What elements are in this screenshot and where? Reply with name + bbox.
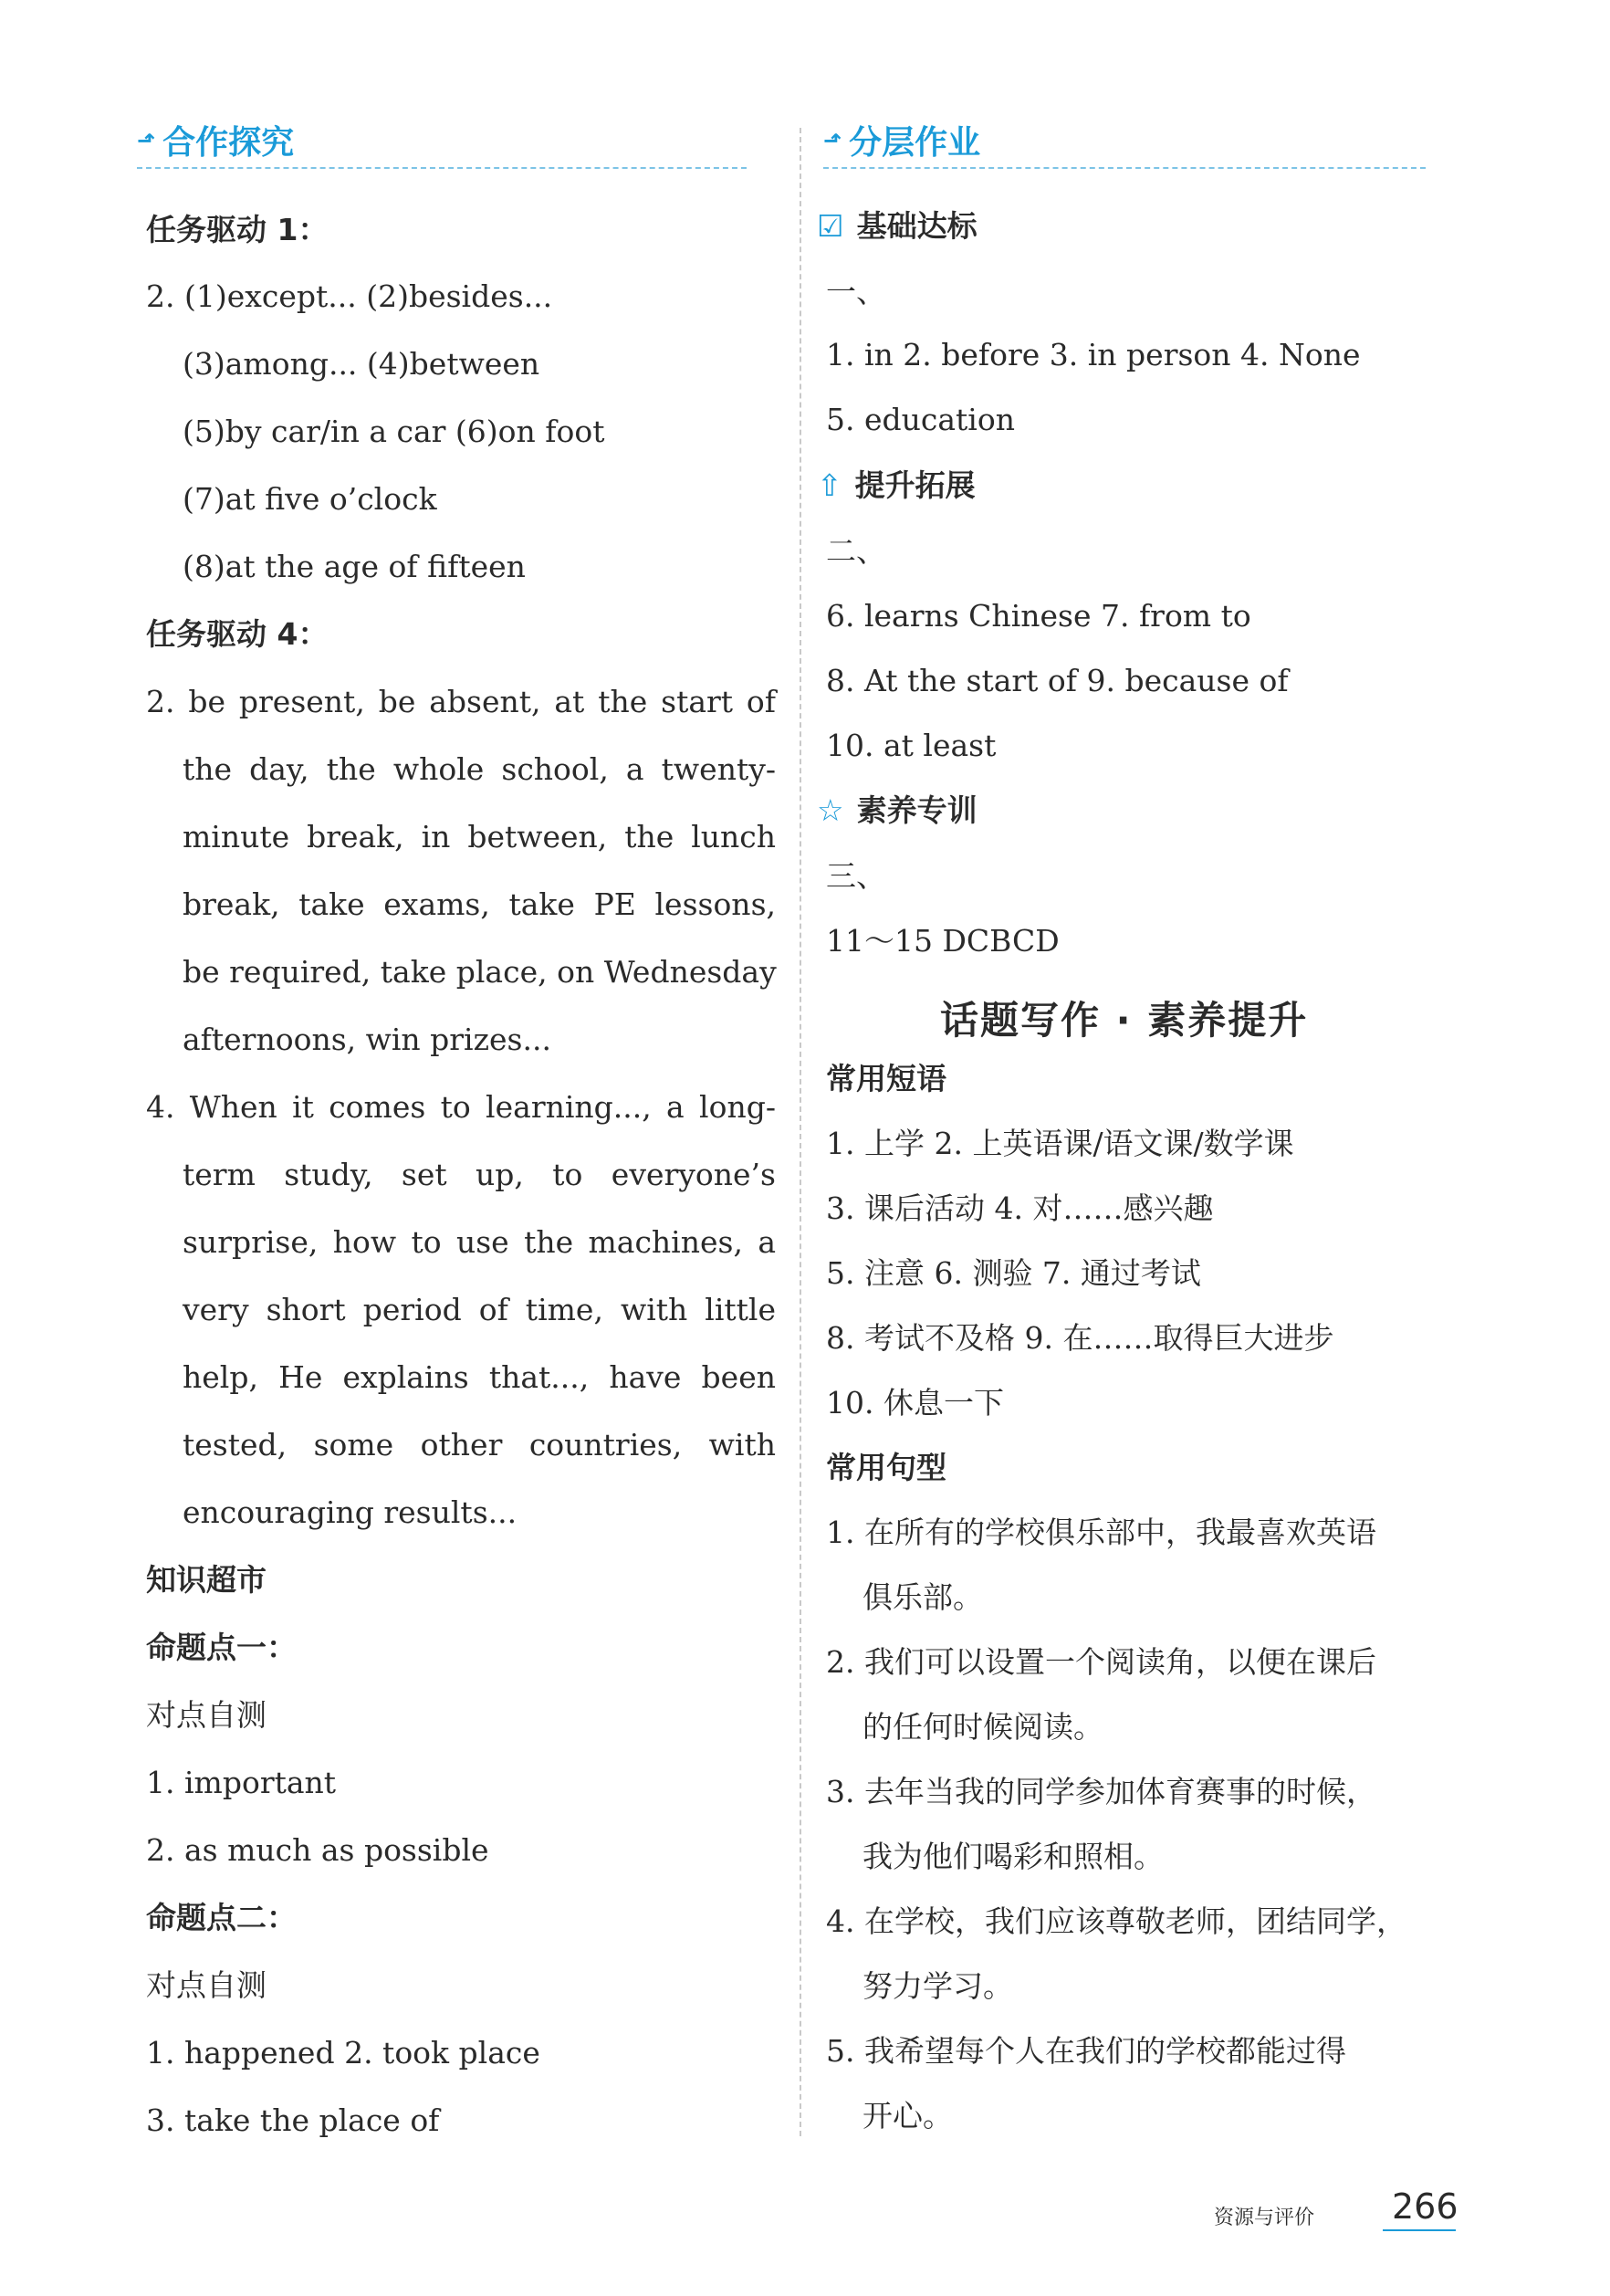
sentences-line: 5. 我希望每个人在我们的学校都能过得: [826, 2033, 1346, 2069]
task4-item4-line: term study, set up, to everyone’s: [183, 1157, 776, 1192]
section-title-cooperation: [137, 117, 294, 163]
up-arrow-icon: ⇧: [817, 467, 842, 503]
sentences-heading: 常用句型: [826, 1450, 946, 1485]
section-title-homework: [823, 117, 980, 163]
task4-item2-line: minute break, in between, the lunch: [183, 819, 776, 854]
task4-item4-line: 4. When it comes to learning..., a long-: [146, 1089, 776, 1125]
point2-heading: 命题点二：: [146, 1900, 297, 1935]
footer-label: 资源与评价: [1214, 2207, 1315, 2229]
point1-heading: 命题点一：: [146, 1630, 297, 1665]
phrases-line: 5. 注意 6. 测验 7. 通过考试: [826, 1255, 1201, 1291]
column-divider: [800, 128, 801, 2136]
task1-line: (8)at the age of fifteen: [183, 549, 526, 584]
task4-heading: 任务驱动 4：: [146, 616, 329, 652]
point1-sub: 对点自测: [146, 1697, 267, 1733]
task1-heading: 任务驱动 1：: [146, 212, 329, 247]
improve-heading-text: 提升拓展: [854, 467, 976, 503]
section-marker-icon: ⬏: [823, 128, 842, 153]
basic-roman: 一、: [826, 274, 886, 309]
task4-item4-line: very short period of time, with little: [183, 1292, 776, 1327]
improve-roman: 二、: [826, 533, 886, 569]
sentences-line: 的任何时候阅读。: [862, 1709, 1103, 1745]
phrases-heading: 常用短语: [826, 1061, 946, 1096]
literacy-heading-text: 素养专训: [856, 792, 978, 828]
task4-item4-line: help, He explains that..., have been: [183, 1359, 776, 1395]
task4-item2-line: break, take exams, take PE lessons,: [183, 886, 776, 922]
task4-item2-line: afternoons, win prizes...: [183, 1022, 551, 1057]
phrases-line: 10. 休息一下: [826, 1385, 1004, 1421]
literacy-heading: [817, 792, 978, 829]
literacy-roman: 三、: [826, 858, 886, 894]
checklist-icon: ☑: [817, 208, 844, 244]
sentences-line: 俱乐部。: [862, 1579, 983, 1615]
page-number-underline: [1383, 2229, 1456, 2231]
section-underline: [823, 167, 1426, 169]
sentences-line: 4. 在学校，我们应该尊敬老师，团结同学，: [826, 1903, 1406, 1939]
improve-line: 6. learns Chinese 7. from to: [826, 598, 1251, 634]
basic-heading-text: 基础达标: [856, 208, 978, 244]
section-title-text: 合作探究: [162, 124, 295, 162]
section-title-text: 分层作业: [849, 124, 981, 162]
basic-line: 1. in 2. before 3. in person 4. None: [826, 337, 1361, 372]
phrases-line: 1. 上学 2. 上英语课/语文课/数学课: [826, 1126, 1294, 1161]
task4-item2-line: 2. be present, be absent, at the start of: [146, 684, 776, 719]
section-marker-icon: ⬏: [137, 128, 156, 153]
knowledge-heading: 知识超市: [146, 1562, 267, 1598]
task4-item4-line: surprise, how to use the machines, a: [183, 1224, 776, 1260]
point1-line: 2. as much as possible: [146, 1832, 489, 1868]
task4-item4-line: encouraging results...: [183, 1494, 518, 1530]
task1-line: (7)at five o’clock: [183, 481, 437, 517]
sentences-line: 2. 我们可以设置一个阅读角，以便在课后: [826, 1644, 1376, 1680]
point2-line: 3. take the place of: [146, 2102, 440, 2138]
phrases-line: 8. 考试不及格 9. 在……取得巨大进步: [826, 1320, 1334, 1356]
improve-line: 10. at least: [826, 728, 997, 763]
sentences-line: 我为他们喝彩和照相。: [862, 1839, 1164, 1874]
task4-item2-line: be required, take place, on Wednesday: [183, 954, 777, 990]
sentences-line: 3. 去年当我的同学参加体育赛事的时候，: [826, 1774, 1376, 1809]
improve-line: 8. At the start of 9. because of: [826, 663, 1289, 698]
sentences-line: 努力学习。: [862, 1968, 1013, 2004]
task1-line: 2. (1)except... (2)besides...: [146, 278, 553, 314]
topic-writing-title: 话题写作 · 素养提升: [940, 998, 1309, 1043]
section-underline: [137, 167, 747, 169]
improve-heading: [817, 467, 976, 504]
sentences-line: 1. 在所有的学校俱乐部中，我最喜欢英语: [826, 1515, 1376, 1550]
task1-line: (5)by car/in a car (6)on foot: [183, 414, 605, 449]
literacy-line: 11～15 DCBCD: [826, 923, 1060, 959]
sentences-line: 开心。: [862, 2098, 953, 2133]
page-number: 266: [1392, 2186, 1458, 2227]
point2-line: 1. happened 2. took place: [146, 2035, 540, 2071]
point2-sub: 对点自测: [146, 1967, 267, 2003]
basic-line: 5. education: [826, 402, 1015, 437]
task4-item2-line: the day, the whole school, a twenty-: [183, 751, 776, 787]
task4-item4-line: tested, some other countries, with: [183, 1427, 776, 1463]
task1-line: (3)among... (4)between: [183, 346, 540, 382]
basic-heading: [817, 208, 978, 245]
phrases-line: 3. 课后活动 4. 对……感兴趣: [826, 1190, 1214, 1226]
star-icon: ☆: [817, 792, 844, 828]
point1-line: 1. important: [146, 1765, 337, 1800]
